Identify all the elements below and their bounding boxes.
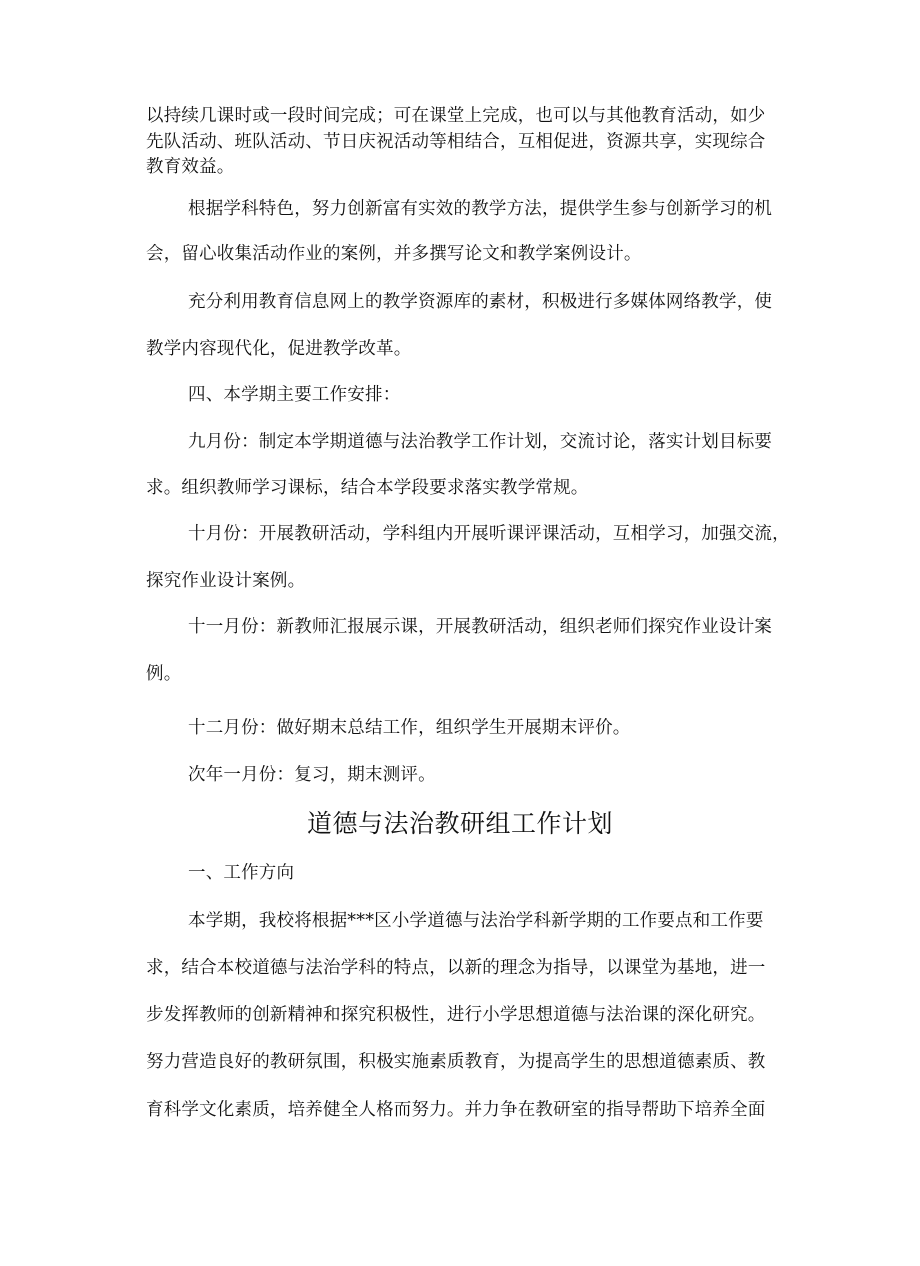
paragraph-line: 九月份：制定本学期道德与法治教学工作计划，交流讨论，落实计划目标要 bbox=[188, 432, 773, 452]
paragraph-line: 本学期，我校将根据***区小学道德与法治学科新学期的工作要点和工作要 bbox=[188, 911, 764, 931]
paragraph-line: 步发挥教师的创新精神和探究积极性，进行小学思想道德与法治课的深化研究。 bbox=[146, 1005, 766, 1025]
paragraph-line: 育科学文化素质，培养健全人格而努力。并力争在教研室的指导帮助下培养全面 bbox=[146, 1100, 766, 1120]
paragraph-line: 次年一月份：复习，期末测评。 bbox=[188, 765, 436, 785]
paragraph-line: 教学内容现代化，促进教学改革。 bbox=[146, 339, 412, 359]
paragraph-line: 十月份：开展教研活动，学科组内开展听课评课活动，互相学习，加强交流， bbox=[188, 524, 790, 544]
paragraph-line: 十二月份：做好期末总结工作，组织学生开展期末评价。 bbox=[188, 718, 631, 738]
paragraph-line: 教育效益。 bbox=[146, 157, 235, 177]
paragraph-line: 求，结合本校道德与法治学科的特点，以新的理念为指导，以课堂为基地，进一 bbox=[146, 958, 766, 978]
document-title: 道德与法治教研组工作计划 bbox=[306, 809, 613, 838]
paragraph-line: 先队活动、班队活动、节日庆祝活动等相结合，互相促进，资源共享，实现综合 bbox=[146, 132, 766, 152]
paragraph-line: 根据学科特色，努力创新富有实效的教学方法，提供学生参与创新学习的机 bbox=[188, 199, 773, 219]
paragraph-line: 探究作业设计案例。 bbox=[146, 571, 306, 591]
paragraph-line: 会，留心收集活动作业的案例，并多撰写论文和教学案例设计。 bbox=[146, 244, 642, 264]
paragraph-line: 十一月份：新教师汇报展示课，开展教研活动，组织老师们探究作业设计案 bbox=[188, 617, 773, 637]
section-heading: 一、工作方向 bbox=[188, 863, 295, 883]
paragraph-line: 例。 bbox=[146, 664, 182, 684]
paragraph-line: 充分利用教育信息网上的教学资源库的素材，积极进行多媒体网络教学，使 bbox=[188, 292, 773, 312]
paragraph-line: 努力营造良好的教研氛围，积极实施素质教育，为提高学生的思想道德素质、教 bbox=[146, 1052, 766, 1072]
section-heading: 四、本学期主要工作安排： bbox=[188, 385, 401, 405]
paragraph-line: 求。组织教师学习课标，结合本学段要求落实教学常规。 bbox=[146, 478, 589, 498]
paragraph-line: 以持续几课时或一段时间完成；可在课堂上完成，也可以与其他教育活动，如少 bbox=[146, 106, 766, 126]
